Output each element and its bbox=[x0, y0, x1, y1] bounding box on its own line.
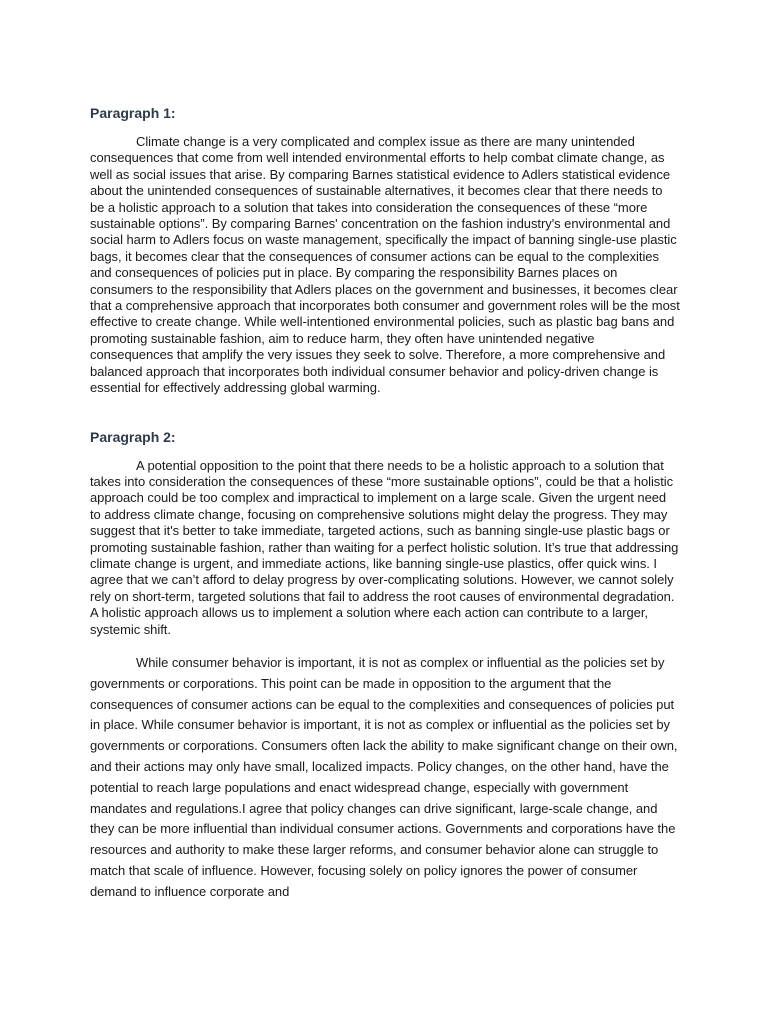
section-2-paragraph-1: A potential opposition to the point that there needs to be a holistic approach to a solution that takes into consideration the consequences of these “more sustainable options”, could be that a holistic approach could be too complex and impractical to implement on a large scale. Given the urgent need to address climate change, focusing on comprehensive solutions might delay the progress. They may suggest that it's better to take immediate, targeted actions, such as banning single-use plastic bags or promoting sustainable fashion, rather than waiting for a perfect holistic solution. It’s true that addressing climate change is urgent, and immediate actions, like banning single-use plastics, offer quick wins. I agree that we can’t afford to delay progress by over-complicating solutions. However, we cannot solely rely on short-term, targeted solutions that fail to address the root causes of environmental degradation. A holistic approach allows us to implement a solution where each action can contribute to a larger, systemic shift. bbox=[90, 457, 679, 637]
section-heading-2: Paragraph 2: bbox=[90, 428, 176, 445]
section-heading-1: Paragraph 1: bbox=[90, 105, 176, 121]
section-2-paragraph-2: While consumer behavior is important, it is not as complex or influential as the policies set by governments or corporations. This point can be made in opposition to the argument that the consequences of consumer actions can be equal to the complexities and consequences of policies put in place. While consumer behavior is important, it is not as complex or influential as the policies set by governments or corporations. Consumers often lack the ability to make significant change on their own, and their actions may only have small, localized impacts. Policy changes, on the other hand, have the potential to reach large populations and enact widespread change, especially with government mandates and regulations.I agree that policy changes can drive significant, large-scale change, and they can be more influential than individual consumer actions. Governments and corporations have the resources and authority to make these larger reforms, and consumer behavior alone can struggle to match that scale of influence. However, focusing solely on policy ignores the power of consumer demand to influence corporate and bbox=[90, 654, 678, 899]
document-page bbox=[90, 104, 680, 903]
section-1-paragraph-1: Climate change is a very complicated and complex issue as there are many unintended consequences that come from well intended environmental efforts to help combat climate change, as well as social issues that arise. By comparing Barnes statistical evidence to Adlers statistical evidence about the unintended consequences of sustainable alternatives, it becomes clear that there needs to be a holistic approach to a solution that takes into consideration the consequences of these “more sustainable options”. By comparing Barnes' concentration on the fashion industry's environmental and social harm to Adlers focus on waste management, specifically the impact of banning single-use plastic bags, it becomes clear that the consequences of consumer actions can be equal to the complexities and consequences of policies put in place. By comparing the responsibility Barnes places on consumers to the responsibility that Adlers places on the government and businesses, it becomes clear that a comprehensive approach that incorporates both consumer and government roles will be the most effective to create change. While well-intentioned environmental policies, such as plastic bag bans and promoting sustainable fashion, aim to reduce harm, they often have unintended negative consequences that amplify the very issues they seek to solve. Therefore, a more comprehensive and balanced approach that incorporates both individual consumer behavior and policy-driven change is essential for effectively addressing global warming. bbox=[90, 134, 680, 396]
